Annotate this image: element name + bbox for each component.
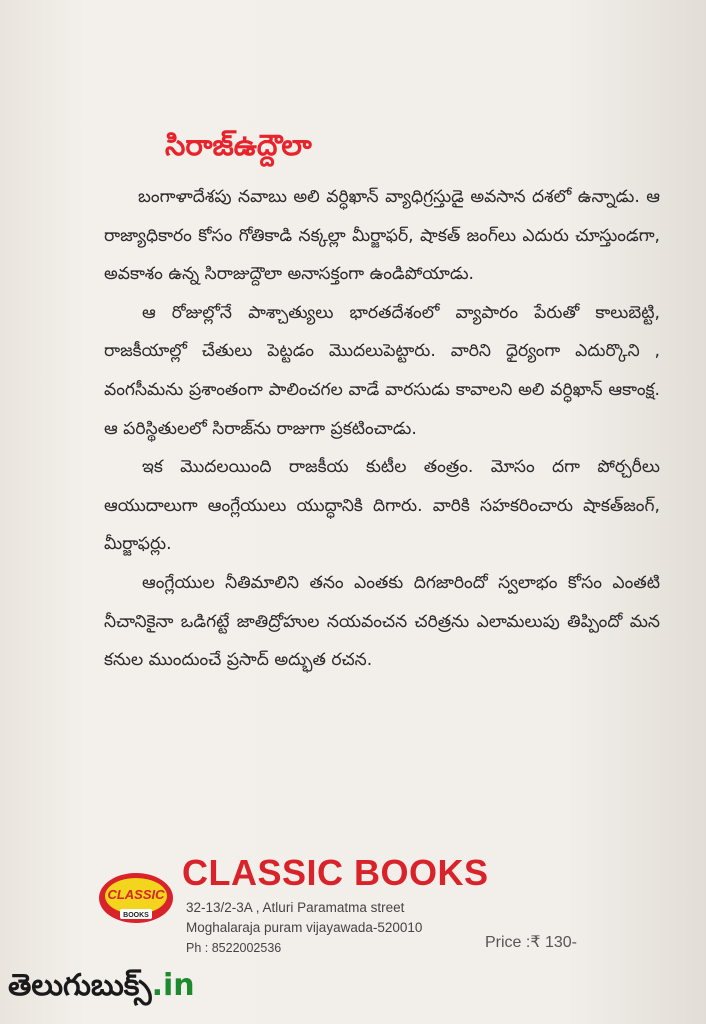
book-title: సిరాజ్ఉద్దౌలా	[165, 128, 312, 162]
synopsis-paragraph-1: బంగాళాదేశపు నవాబు అలి వర్ధిఖాన్ వ్యాధిగ్రస్తుడై అవసాన దశలో ఉన్నాడు. ఆ రాజ్యాధికారం కోసం గోతికాడి నక్కల్లా మీర్జాఫర్, షాకత్ జంగ్‌లు ఎదురు చూస్తుండగా, అవకాశం ఉన్న సిరాజుద్దౌలా అనాసక్తంగా ఉండిపోయాడు.	[104, 187, 660, 285]
synopsis	[104, 178, 660, 680]
synopsis-paragraph-2: ఆ రోజుల్లోనే పాశ్చాత్యులు భారతదేశంలో వ్యాపారం పేరుతో కాలుబెట్టి, రాజకీయాల్లో చేతులు పెట్టడం మొదలుపెట్టారు. వారిని ధైర్యంగా ఎదుర్కొని , వంగసీమను ప్రశాంతంగా పాలించగల వాడే వారసుడు కావాలని అలి వర్ధిఖాన్ ఆకాంక్ష. ఆ పరిస్థితులలో సిరాజ్‌ను రాజుగా ప్రకటించాడు.	[104, 302, 660, 439]
price-label: Price :₹ 130-	[485, 934, 577, 951]
logo-text: CLASSIC	[107, 887, 165, 902]
publisher-phone: Ph : 8522002536	[186, 941, 282, 955]
logo-subtext: BOOKS	[123, 912, 149, 919]
classic-books-logo	[96, 870, 176, 926]
publisher-address-line-1: 32-13/2-3A , Atluri Paramatma street	[186, 900, 405, 915]
synopsis-paragraph-4: ఆంగ్లేయుల నీతిమాలిని తనం ఎంతకు దిగజారిందో స్వలాభం కోసం ఎంతటి నీచానికైనా ఒడిగట్టే జాతిద్రోహుల నయవంచన చరిత్రను ఎలామలుపు తిప్పిందో మన కనుల ముందుంచే ప్రసాద్ అద్భుత రచన.	[104, 572, 660, 671]
watermark-main: తెలుగుబుక్స్	[8, 968, 152, 1003]
synopsis-paragraph-3: ఇక మొదలయింది రాజకీయ కుటీల తంత్రం. మోసం దగా పోర్చరీలు ఆయుదాలుగా ఆంగ్లేయులు యుద్ధానికి దిగారు. వారికి సహకరించారు షాకత్‌జంగ్, మీర్జాఫర్లు.	[104, 457, 660, 555]
publisher-name: CLASSIC BOOKS	[182, 852, 489, 893]
watermark-suffix: .in	[151, 968, 195, 1003]
site-watermark	[8, 968, 195, 1010]
publisher-address-line-2: Moghalaraja puram vijayawada-520010	[186, 920, 423, 935]
